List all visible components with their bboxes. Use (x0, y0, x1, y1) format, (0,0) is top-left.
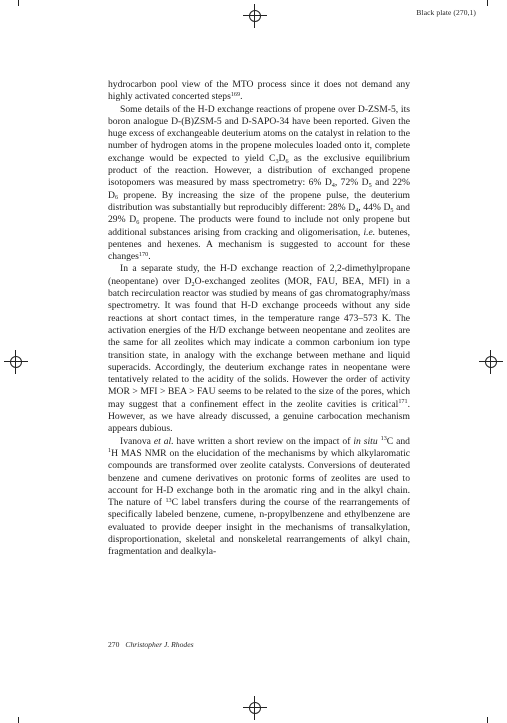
reference: 170 (138, 250, 149, 258)
reference: 171 (398, 398, 408, 406)
paragraph: Ivanova et al. have written a short review on the impact of in situ $^{13}$C and $^1$H MAS NMR on the elucidation of the mechanisms by which alkylaromatic compounds are transformed over zeolite catalysts. Conversions of deuterated benzene and cumene derivatives on protonic forms of zeolites are used to account for H-D exchange both in the aromatic ring and in the alkyl chain. The nature of $^{13}$C label transfers during the course of the rearrangements of specifically labeled benzene, cumene, n-propylbenzene and ethylbenzene are evaluated to provide deeper insight in the mechanisms of transalkylation, disproportionation, skeletal and nonskeletal rearrangements of alkyl chain, fragmentation and dealkyla- (108, 435, 410, 558)
plate-label: Black plate (270,1) (416, 8, 476, 17)
registration-mark-left (8, 354, 24, 370)
crop-mark (18, 717, 19, 723)
crop-mark (18, 0, 19, 6)
crop-mark (487, 717, 488, 723)
registration-mark-bottom (247, 700, 263, 716)
body-text (108, 79, 410, 559)
paragraph: Some details of the H-D exchange reactions of propene over D-ZSM-5, its boron analogue D-(B)ZSM-5 and D-SAPO-34 have been reported. Given the huge excess of exchangeable deuterium atoms on the catalyst in relation to the number of hydrogen atoms in the propene molecules loaded onto it, complete exchange would be expected to yield $C_3D_6$ as the exclusive equilibrium product of the reaction. However, a distribution of exchanged propene isotopomers was measured by mass spectrometry: 6% $D_4$, 72% $D_5$ and 22% $D_6$ propene. By increasing the size of the propene pulse, the deuterium distribution was substantially but reproducibly different: 28% $D_4$, 44% $D_5$ and 29% $D_6$ propene. The products were found to include not only propene but additional substances arising from cracking and oligomerisation, i.e. butenes, pentenes and hexenes. A mechanism is suggested to account for these changes$^{170}$. (108, 103, 411, 263)
paragraph: hydrocarbon pool view of the MTO process since it does not demand any highly activated concerted steps$^{169}$. (108, 79, 410, 103)
crop-mark (487, 0, 488, 6)
running-author: Christopher J. Rhodes (125, 640, 194, 649)
registration-mark-right (483, 354, 499, 370)
reference: 169 (230, 90, 241, 98)
page-number: 270 (108, 640, 120, 649)
paragraph: In a separate study, the H-D exchange reaction of 2,2-dimethylpropane (neopentane) over $D_2O$-exchanged zeolites (MOR, FAU, BEA, MFI) in a batch recirculation reactor was studied by means of gas chromatography/mass spectrometry. It was found that H-D exchange proceeds without any side reactions at short contact times, in the temperature range 473–573 K. The activation energies of the H/D exchange between neopentane and zeolites are the same for all zeolites which may indicate a common carbonium ion type transition state, in analogy with the exchange between methane and liquid superacids. Accordingly, the deuterium exchange rates in neopentane were tentatively related to the acidity of the solids. However the order of activity MOR > MFI > BEA > FAU seems to be related to the size of the pores, which may suggest that a confinement effect in the zeolite cavities is critical$^{171}$. However, as we have already discussed, a genuine carbocation mechanism appears dubious. (108, 263, 410, 435)
page-footer (108, 640, 194, 649)
registration-mark-top (247, 8, 263, 24)
